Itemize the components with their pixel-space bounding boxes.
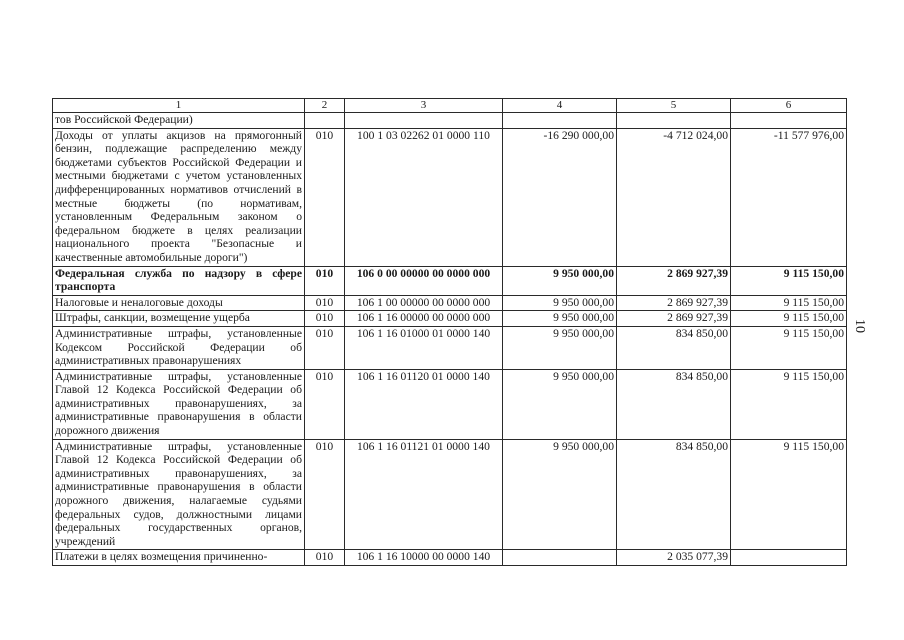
table-row: [53, 295, 847, 311]
row-code-cell: 010: [305, 369, 345, 439]
row-col4-cell: 9 950 000,00: [503, 295, 617, 311]
row-col6-cell: 9 115 150,00: [731, 311, 847, 327]
row-code-cell: 010: [305, 295, 345, 311]
row-col4-cell: 9 950 000,00: [503, 311, 617, 327]
row-name-cell: Штрафы, санкции, возмещение ущерба: [53, 311, 305, 327]
table-row: [53, 311, 847, 327]
row-col5-cell: 834 850,00: [617, 326, 731, 369]
row-col4-cell: -16 290 000,00: [503, 128, 617, 266]
column-header: 5: [617, 99, 731, 113]
row-col4-cell: 9 950 000,00: [503, 439, 617, 550]
table-row: [53, 326, 847, 369]
table-row: [53, 369, 847, 439]
row-col5-cell: 834 850,00: [617, 369, 731, 439]
row-col5-cell: 2 869 927,39: [617, 295, 731, 311]
table-row: [53, 439, 847, 550]
table-row: [53, 266, 847, 295]
row-col5-cell: [617, 113, 731, 129]
row-code-cell: 010: [305, 128, 345, 266]
row-kbk-cell: 106 0 00 00000 00 0000 000: [345, 266, 503, 295]
row-col4-cell: 9 950 000,00: [503, 266, 617, 295]
row-col6-cell: 9 115 150,00: [731, 295, 847, 311]
row-col6-cell: [731, 550, 847, 566]
row-kbk-cell: 106 1 16 01120 01 0000 140: [345, 369, 503, 439]
row-col4-cell: 9 950 000,00: [503, 326, 617, 369]
row-kbk-cell: [345, 113, 503, 129]
column-header: 6: [731, 99, 847, 113]
row-name-cell: Административные штрафы, установленные Главой 12 Кодекса Российской Федерации об административных правонарушениях, за административные правонарушения в области дорожного движения, налагаемые судьями федеральных судов, должностными лицами федеральных государственных органов, учреждений: [53, 439, 305, 550]
row-name-cell: Административные штрафы, установленные Кодексом Российской Федерации об административных правонарушениях: [53, 326, 305, 369]
row-col6-cell: 9 115 150,00: [731, 326, 847, 369]
row-kbk-cell: 106 1 16 10000 00 0000 140: [345, 550, 503, 566]
column-header: 4: [503, 99, 617, 113]
row-name-cell: Доходы от уплаты акцизов на прямогонный бензин, подлежащие распределению между бюджетами субъектов Российской Федерации и местными бюджетами с учетом установленных дифференцированных нормативов отчислений в местные бюджеты (по нормативам, установленным Федеральным законом о федеральном бюджете в целях реализации национального проекта "Безопасные и качественные автомобильные дороги"): [53, 128, 305, 266]
row-code-cell: 010: [305, 550, 345, 566]
row-col6-cell: [731, 113, 847, 129]
row-col6-cell: 9 115 150,00: [731, 266, 847, 295]
table-row: [53, 550, 847, 566]
row-kbk-cell: 100 1 03 02262 01 0000 110: [345, 128, 503, 266]
row-kbk-cell: 106 1 16 00000 00 0000 000: [345, 311, 503, 327]
row-name-cell: Административные штрафы, установленные Главой 12 Кодекса Российской Федерации об административных правонарушениях, за административные правонарушения в области дорожного движения: [53, 369, 305, 439]
row-kbk-cell: 106 1 00 00000 00 0000 000: [345, 295, 503, 311]
row-col4-cell: 9 950 000,00: [503, 369, 617, 439]
row-code-cell: 010: [305, 311, 345, 327]
row-kbk-cell: 106 1 16 01121 01 0000 140: [345, 439, 503, 550]
row-col5-cell: 2 869 927,39: [617, 266, 731, 295]
column-header: 2: [305, 99, 345, 113]
row-col5-cell: 2 869 927,39: [617, 311, 731, 327]
column-header: 3: [345, 99, 503, 113]
page-number: 10: [852, 319, 867, 333]
row-col4-cell: [503, 113, 617, 129]
row-col6-cell: 9 115 150,00: [731, 439, 847, 550]
row-col5-cell: 2 035 077,39: [617, 550, 731, 566]
row-col6-cell: 9 115 150,00: [731, 369, 847, 439]
row-name-cell: тов Российской Федерации): [53, 113, 305, 129]
row-col6-cell: -11 577 976,00: [731, 128, 847, 266]
column-header: 1: [53, 99, 305, 113]
row-code-cell: 010: [305, 326, 345, 369]
row-name-cell: Платежи в целях возмещения причиненно-: [53, 550, 305, 566]
column-header-row: [53, 99, 847, 113]
row-name-cell: Налоговые и неналоговые доходы: [53, 295, 305, 311]
row-code-cell: [305, 113, 345, 129]
row-kbk-cell: 106 1 16 01000 01 0000 140: [345, 326, 503, 369]
row-code-cell: 010: [305, 266, 345, 295]
row-col4-cell: [503, 550, 617, 566]
revenue-table: [52, 98, 847, 566]
row-code-cell: 010: [305, 439, 345, 550]
table-row: [53, 113, 847, 129]
table-row: [53, 128, 847, 266]
row-col5-cell: -4 712 024,00: [617, 128, 731, 266]
row-col5-cell: 834 850,00: [617, 439, 731, 550]
row-name-cell: Федеральная служба по надзору в сфере транспорта: [53, 266, 305, 295]
